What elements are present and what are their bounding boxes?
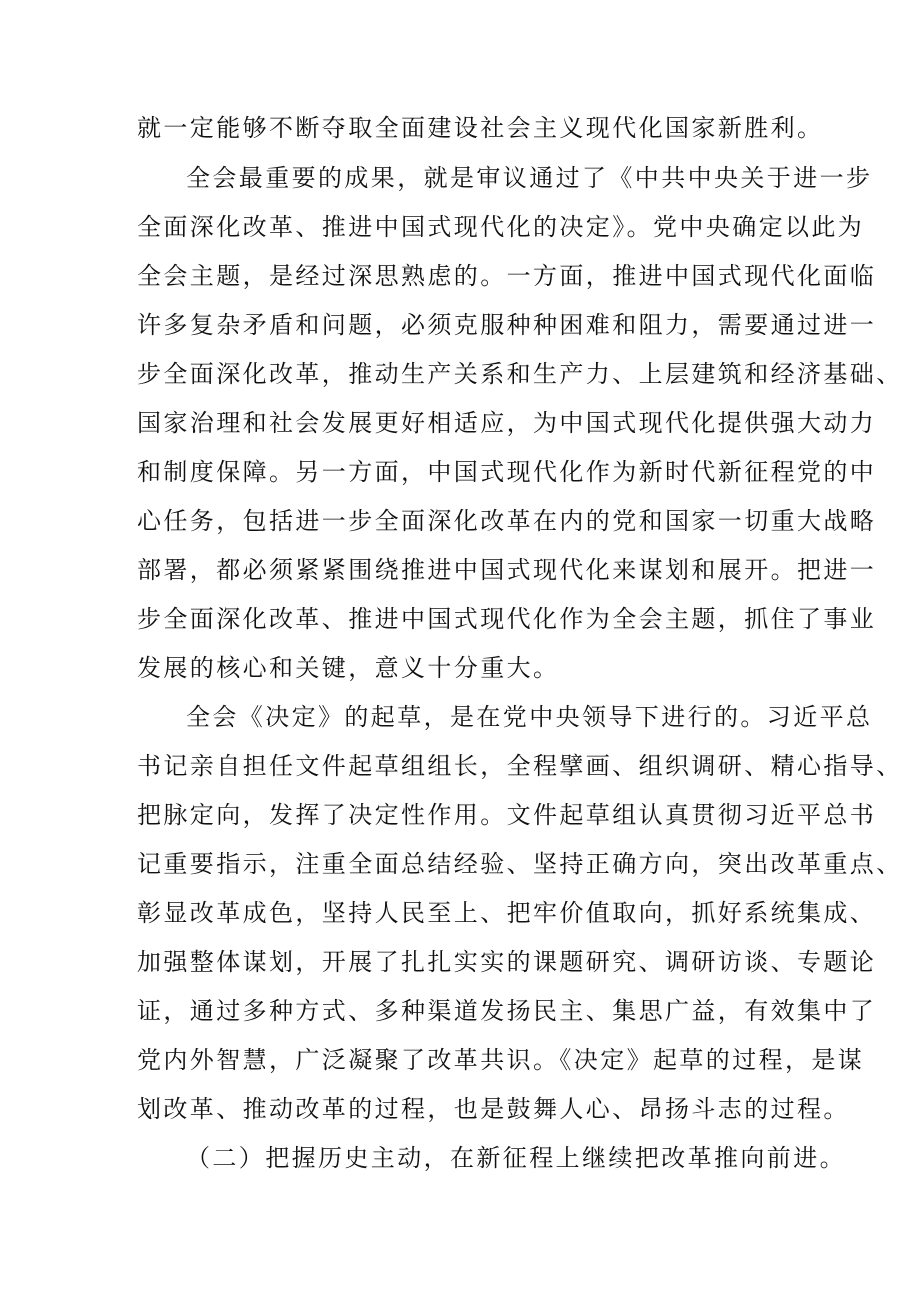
text-line: 部署，都必须紧紧围绕推进中国式现代化来谋划和展开。把进一 [137, 556, 877, 584]
text-line: 把脉定向，发挥了决定性作用。文件起草组认真贯彻习近平总书 [137, 801, 877, 829]
text-line: 加强整体谋划，开展了扎扎实实的课题研究、调研访谈、专题论 [137, 948, 877, 976]
text-line: 心任务，包括进一步全面深化改革在内的党和国家一切重大战略 [137, 507, 877, 535]
text-line: 和制度保障。另一方面，中国式现代化作为新时代新征程党的中 [137, 458, 877, 486]
text-line: 就一定能够不断夺取全面建设社会主义现代化国家新胜利。 [137, 114, 824, 142]
paragraph-first-line: 全会最重要的成果，就是审议通过了《中共中央关于进一步 [186, 164, 873, 192]
text-line: 彰显改革成色，坚持人民至上、把牢价值取向，抓好系统集成、 [137, 899, 877, 927]
section-heading: （二）把握历史主动，在新征程上继续把改革推向前进。 [186, 1144, 846, 1172]
text-line: 步全面深化改革、推进中国式现代化作为全会主题，抓住了事业 [137, 605, 877, 633]
paragraph-first-line: 全会《决定》的起草，是在党中央领导下进行的。习近平总 [186, 703, 873, 731]
text-line: 书记亲自担任文件起草组组长，全程擘画、组织调研、精心指导、 [137, 752, 903, 780]
text-line: 步全面深化改革，推动生产关系和生产力、上层建筑和经济基础、 [137, 360, 903, 388]
text-line: 记重要指示，注重全面总结经验、坚持正确方向，突出改革重点、 [137, 850, 903, 878]
text-line: 划改革、推动改革的过程，也是鼓舞人心、昂扬斗志的过程。 [137, 1095, 850, 1123]
text-line: 证，通过多种方式、多种渠道发扬民主、集思广益，有效集中了 [137, 997, 877, 1025]
text-line: 全会主题，是经过深思熟虑的。一方面，推进中国式现代化面临 [137, 262, 877, 290]
text-line: 发展的核心和关键，意义十分重大。 [137, 654, 560, 682]
text-line: 许多复杂矛盾和问题，必须克服种种困难和阻力，需要通过进一 [137, 311, 877, 339]
text-line: 国家治理和社会发展更好相适应，为中国式现代化提供强大动力 [137, 409, 877, 437]
text-line: 党内外智慧，广泛凝聚了改革共识。《决定》起草的过程，是谋 [137, 1046, 865, 1074]
text-line: 全面深化改革、推进中国式现代化的决定》。党中央确定以此为 [137, 213, 865, 241]
